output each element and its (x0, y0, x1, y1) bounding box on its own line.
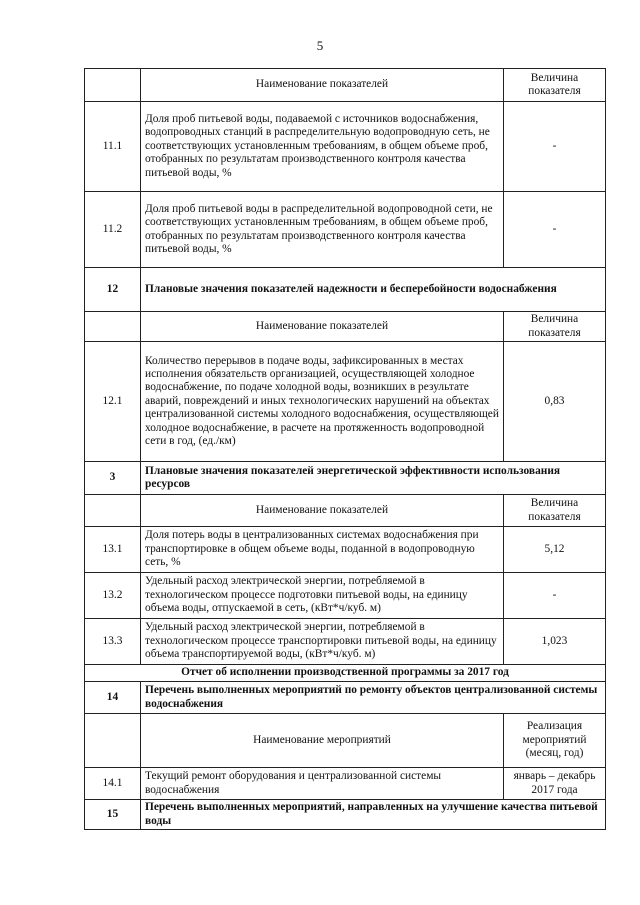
row-value: 0,83 (504, 342, 606, 462)
table-row (85, 102, 606, 192)
section-number: 12 (85, 268, 141, 312)
section-number: 3 (85, 462, 141, 495)
row-text: Текущий ремонт оборудования и централизованной системы водоснабжения (141, 768, 504, 800)
section-title: Плановые значения показателей энергетической эффективности использования ресурсов (141, 462, 606, 495)
section-row (85, 800, 606, 830)
section-title: Перечень выполненных мероприятий по ремонту объектов централизованной системы водоснабжения (141, 682, 606, 714)
report-row (85, 665, 606, 682)
table-row (85, 619, 606, 665)
row-value: январь – декабрь 2017 года (504, 768, 606, 800)
row-text: Количество перерывов в подаче воды, зафиксированных в местах исполнения обязательств организацией, осуществляющей холодное водоснабжение, по подаче холодной воды, возникших в результате аварий, повреждений и иных технологических нарушений на объектах централизованной системы холодного водоснабжения, осуществляющей холодное водоснабжение, в расчете на протяженность водопроводной сети в год, (ед./км) (141, 342, 504, 462)
row-number: 12.1 (85, 342, 141, 462)
table-header-row (85, 312, 606, 342)
section-row (85, 682, 606, 714)
header-value: Реализация мероприятий (месяц, год) (504, 714, 606, 768)
header-name: Наименование показателей (141, 69, 504, 102)
table-row (85, 527, 606, 573)
row-number: 13.3 (85, 619, 141, 665)
row-value: - (504, 102, 606, 192)
section-title: Плановые значения показателей надежности и бесперебойности водоснабжения (141, 268, 606, 312)
section-row (85, 268, 606, 312)
row-value: 1,023 (504, 619, 606, 665)
row-number: 13.2 (85, 573, 141, 619)
row-value: - (504, 573, 606, 619)
table-header-row (85, 495, 606, 527)
header-name: Наименование показателей (141, 312, 504, 342)
header-value: Величина показателя (504, 69, 606, 102)
section-row (85, 462, 606, 495)
header-value: Величина показателя (504, 312, 606, 342)
section-number: 15 (85, 800, 141, 830)
row-number: 13.1 (85, 527, 141, 573)
row-value: - (504, 192, 606, 268)
row-text: Доля проб питьевой воды, подаваемой с источников водоснабжения, водопроводных станций в распределительную водопроводную сеть, не соответствующих установленным требованиям, в общем объеме проб, отобранных по результатам производственного контроля качества питьевой воды, % (141, 102, 504, 192)
section-title: Перечень выполненных мероприятий, направленных на улучшение качества питьевой воды (141, 800, 606, 830)
table-header-row (85, 714, 606, 768)
row-text: Доля проб питьевой воды в распределительной водопроводной сети, не соответствующих установленным требованиям, в общем объеме проб, отобранных по результатам производственного контроля качества питьевой воды, % (141, 192, 504, 268)
table-row (85, 768, 606, 800)
page-number: 5 (316, 38, 324, 53)
report-title: Отчет об исполнении производственной программы за 2017 год (85, 665, 606, 682)
table-header-row (85, 69, 606, 102)
row-text: Удельный расход электрической энергии, потребляемой в технологическом процессе транспортировки питьевой воды, на единицу объема транспортируемой воды, (кВт*ч/куб. м) (141, 619, 504, 665)
table-row (85, 573, 606, 619)
row-text: Удельный расход электрической энергии, потребляемой в технологическом процессе подготовки питьевой воды, на единицу объема воды, отпускаемой в сеть, (кВт*ч/куб. м) (141, 573, 504, 619)
table-row (85, 342, 606, 462)
table-row (85, 192, 606, 268)
row-value: 5,12 (504, 527, 606, 573)
indicators-table (84, 68, 606, 830)
row-number: 11.2 (85, 192, 141, 268)
row-text: Доля потерь воды в централизованных системах водоснабжения при транспортировке в общем объеме воды, поданной в водопроводную сеть, % (141, 527, 504, 573)
header-value: Величина показателя (504, 495, 606, 527)
row-number: 11.1 (85, 102, 141, 192)
header-name: Наименование мероприятий (141, 714, 504, 768)
header-name: Наименование показателей (141, 495, 504, 527)
row-number: 14.1 (85, 768, 141, 800)
section-number: 14 (85, 682, 141, 714)
